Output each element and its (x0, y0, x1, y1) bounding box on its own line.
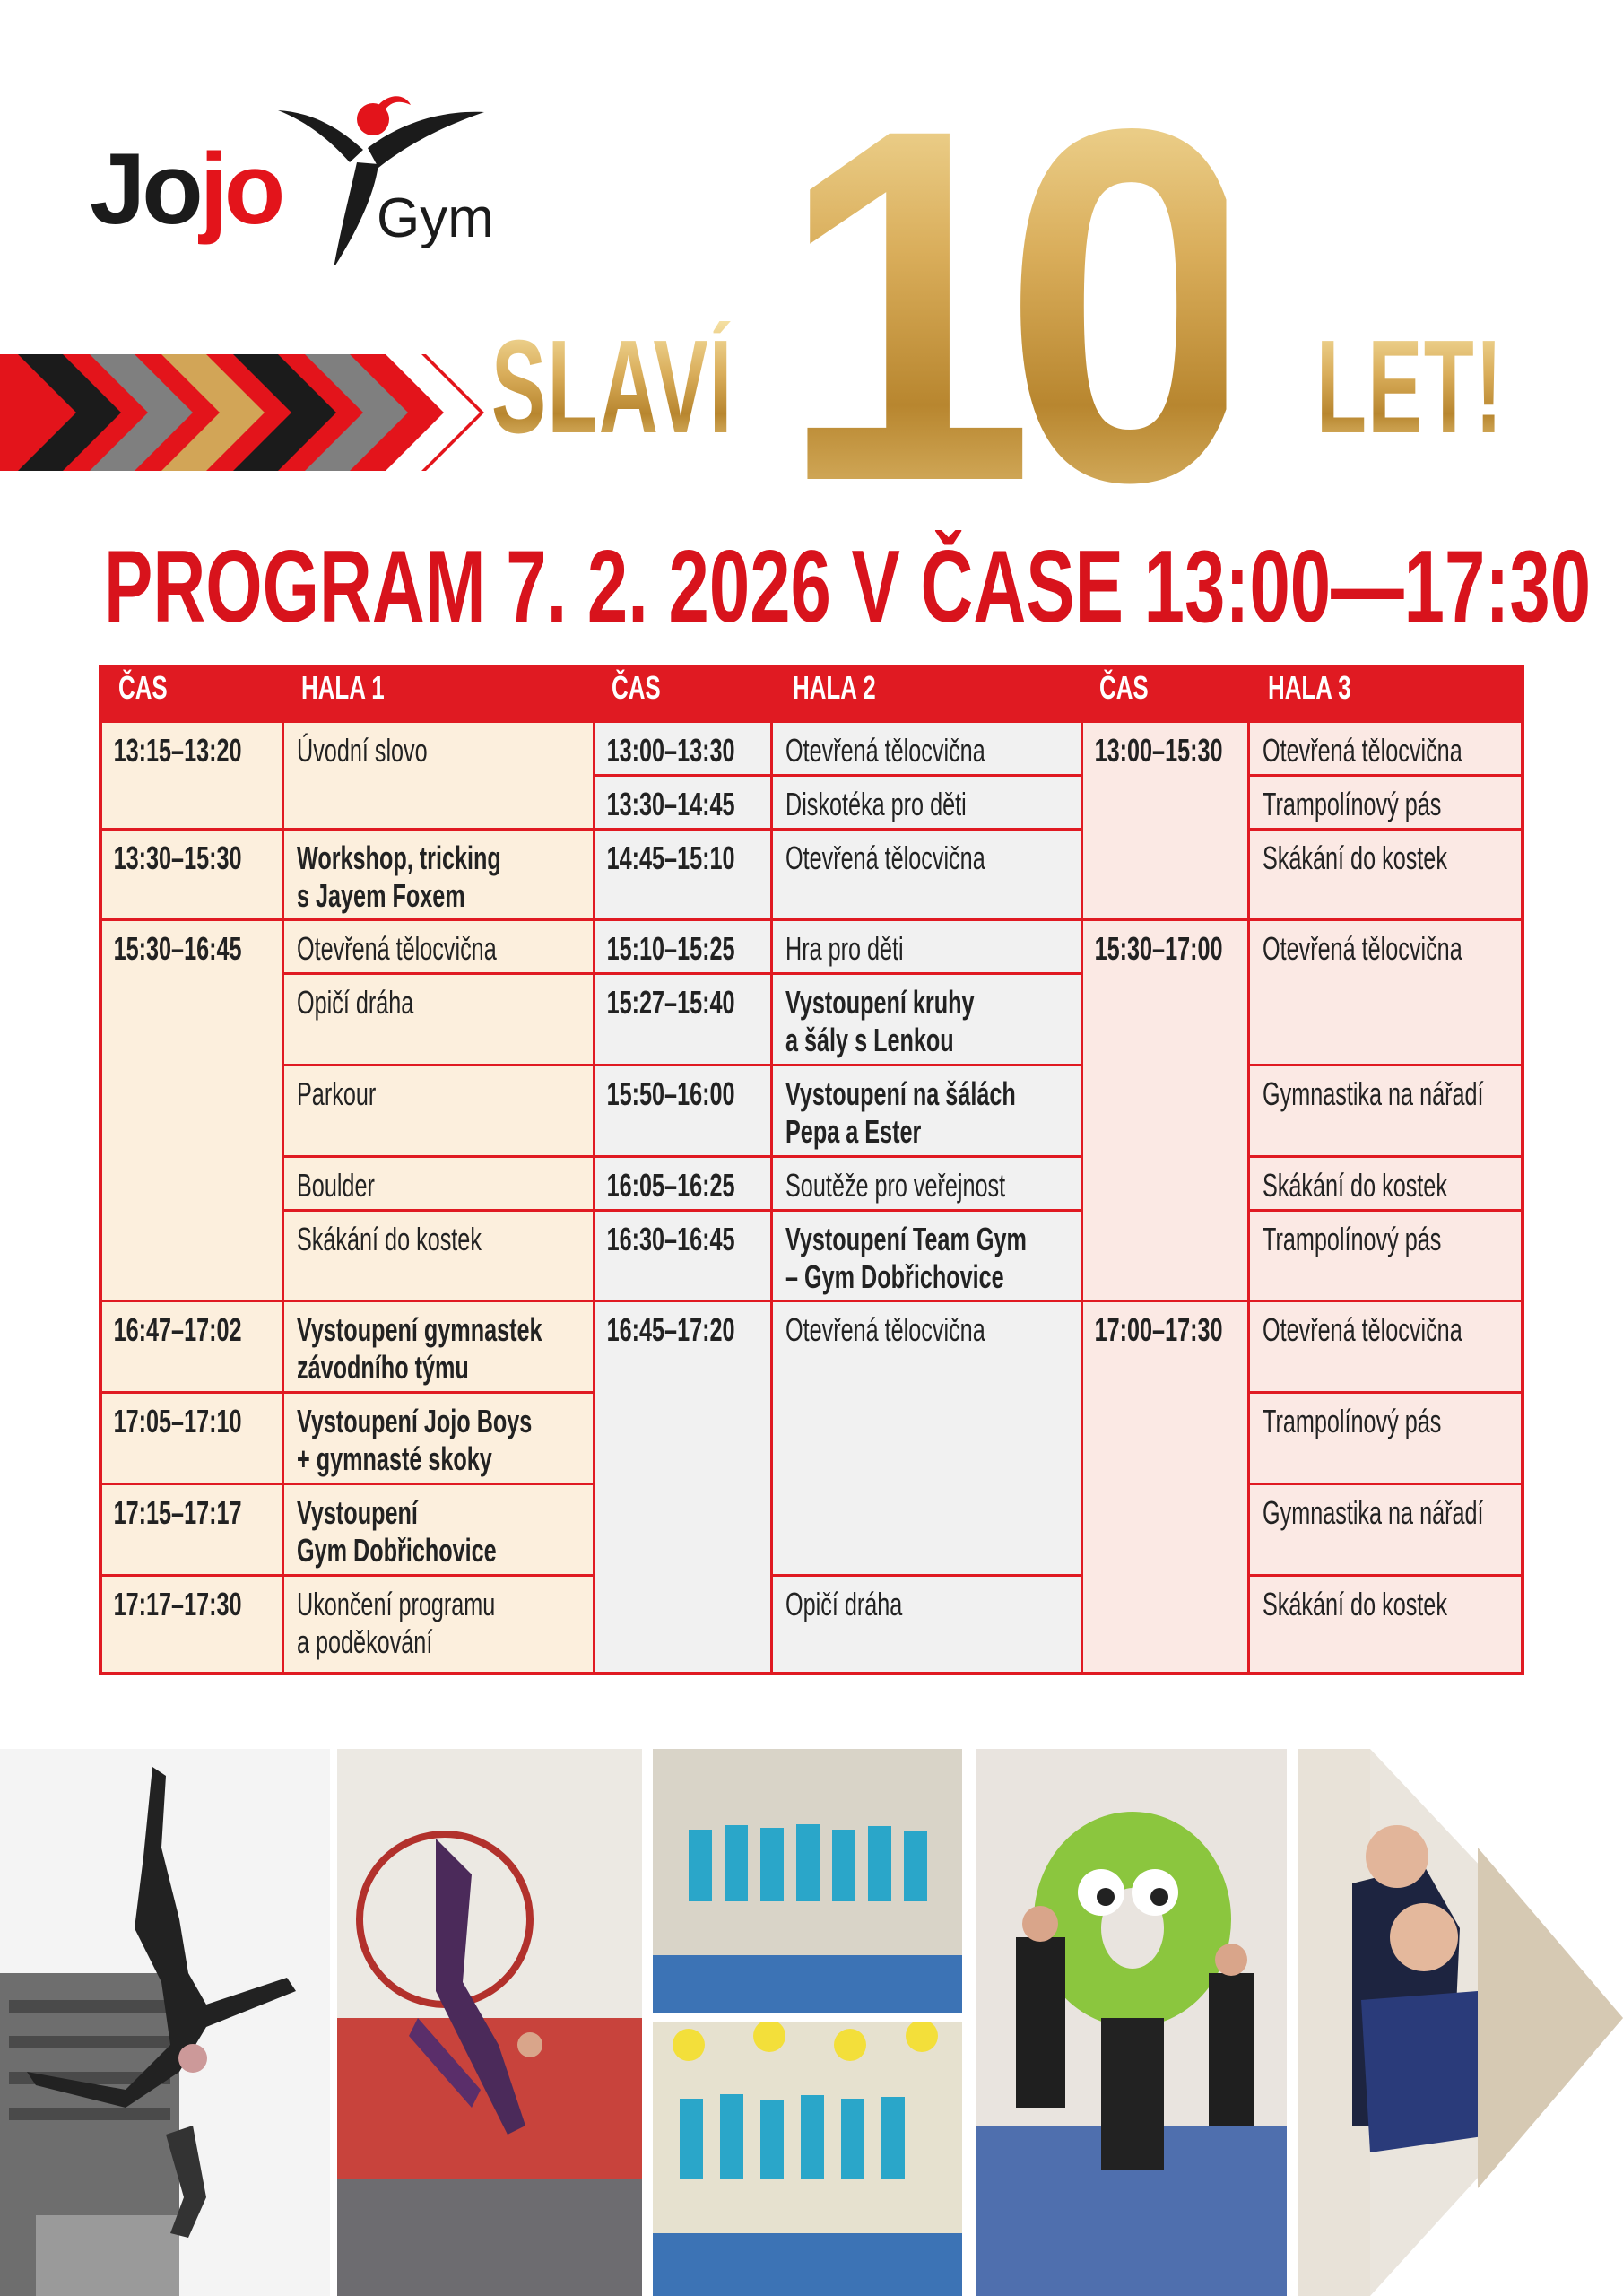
logo-wordmark: Jojo (90, 133, 282, 245)
time-slot: 15:27–15:40 (606, 984, 735, 1021)
activity-cell: Diskotéka pro děti (773, 777, 1083, 831)
activity-cell: Skákání do kostek (1250, 831, 1521, 921)
activity-cell: Otevřená tělocvična (773, 723, 1083, 777)
schedule-table (99, 665, 1524, 1675)
activity-cell: Opičí dráha (284, 975, 595, 1066)
activity-cell: Otevřená tělocvična (773, 1302, 1083, 1577)
activity-cell: Vystoupení Team Gym – Gym Dobřichovice (773, 1212, 1083, 1302)
activity-cell: Otevřená tělocvična (773, 831, 1083, 921)
time-slot: 17:05–17:10 (113, 1403, 242, 1439)
activity-cell: Trampolínový pás (1250, 1394, 1521, 1485)
activity-cell: Skákání do kostek (1250, 1158, 1521, 1212)
activity-cell: Otevřená tělocvična (1250, 921, 1521, 1066)
photo-parkour-athlete (0, 1749, 330, 2296)
time-slot: 16:05–16:25 (606, 1167, 735, 1204)
activity-cell: Parkour (284, 1066, 595, 1158)
activity-cell: Hra pro děti (773, 921, 1083, 975)
header-time-1: ČAS (118, 669, 168, 706)
activity-cell: Skákání do kostek (284, 1212, 595, 1302)
headline-ten: 10 (778, 24, 1227, 586)
table-row (102, 1302, 284, 1394)
time-slot: 15:50–16:00 (606, 1075, 735, 1112)
activity-cell: Gymnastika na nářadí (1250, 1066, 1521, 1158)
activity-cell: Vystoupení kruhy a šály s Lenkou (773, 975, 1083, 1066)
activity-cell: Trampolínový pás (1250, 1212, 1521, 1302)
time-slot: 13:00–13:30 (606, 732, 735, 769)
photo-mascot (976, 1749, 1287, 2296)
photo-aerial-hoop (337, 1749, 642, 2296)
activity-cell: Vystoupení Gym Dobřichovice (284, 1485, 595, 1577)
table-row (102, 921, 284, 1302)
time-slot: 15:30–16:45 (113, 930, 242, 967)
table-row (1083, 1302, 1250, 1672)
headline-slavi: SLAVÍ (491, 313, 733, 461)
table-row (595, 723, 773, 777)
table-row (595, 921, 773, 975)
photo-team-groups (653, 1749, 962, 2296)
activity-cell: Opičí dráha (773, 1577, 1083, 1672)
program-title: PROGRAM 7. 2. 2026 V ČASE 13:00—17:30 (104, 530, 1592, 644)
time-slot: 13:00–15:30 (1094, 732, 1223, 769)
table-row (1083, 723, 1250, 921)
table-row (595, 777, 773, 831)
activity-cell: Úvodní slovo (284, 723, 595, 831)
activity-cell: Otevřená tělocvična (284, 921, 595, 975)
time-slot: 16:30–16:45 (606, 1221, 735, 1257)
header-hall-3: HALA 3 (1268, 669, 1351, 706)
table-row (102, 723, 284, 831)
table-row (595, 975, 773, 1066)
activity-cell: Vystoupení gymnastek závodního týmu (284, 1302, 595, 1394)
table-row (102, 831, 284, 921)
logo-gym-text: Gym (377, 187, 494, 249)
activity-cell: Skákání do kostek (1250, 1577, 1521, 1672)
headline-let: LET! (1316, 313, 1504, 461)
header-hall-2: HALA 2 (793, 669, 876, 706)
activity-cell: Gymnastika na nářadí (1250, 1485, 1521, 1577)
time-slot: 15:30–17:00 (1094, 930, 1223, 967)
time-slot: 14:45–15:10 (606, 839, 735, 876)
table-row (595, 831, 773, 921)
time-slot: 13:30–14:45 (606, 786, 735, 822)
table-row (102, 1577, 284, 1672)
time-slot: 13:30–15:30 (113, 839, 242, 876)
activity-cell: Boulder (284, 1158, 595, 1212)
chevron-arrows-banner (0, 354, 484, 471)
time-slot: 13:15–13:20 (113, 732, 242, 769)
time-slot: 17:15–17:17 (113, 1494, 242, 1531)
header-time-2: ČAS (612, 669, 661, 706)
time-slot: 17:17–17:30 (113, 1586, 242, 1622)
activity-cell: Soutěže pro veřejnost (773, 1158, 1083, 1212)
table-row (595, 1212, 773, 1302)
activity-cell: Workshop, tricking s Jayem Foxem (284, 831, 595, 921)
header-hall-1: HALA 1 (301, 669, 385, 706)
activity-cell: Ukončení programu a poděkování (284, 1577, 595, 1672)
table-header (102, 669, 1521, 723)
table-row (595, 1066, 773, 1158)
table-row (102, 1394, 284, 1485)
activity-cell: Otevřená tělocvična (1250, 723, 1521, 777)
activity-cell: Otevřená tělocvična (1250, 1302, 1521, 1394)
photo-gymnasts-arrow (1298, 1749, 1623, 2296)
time-slot: 16:45–17:20 (606, 1311, 735, 1348)
activity-cell: Vystoupení na šálách Pepa a Ester (773, 1066, 1083, 1158)
activity-cell: Trampolínový pás (1250, 777, 1521, 831)
table-row (595, 1158, 773, 1212)
table-row (102, 1485, 284, 1577)
jojo-gym-logo (90, 85, 538, 291)
time-slot: 15:10–15:25 (606, 930, 735, 967)
time-slot: 17:00–17:30 (1094, 1311, 1223, 1348)
table-row (595, 1302, 773, 1672)
header-time-3: ČAS (1099, 669, 1149, 706)
activity-cell: Vystoupení Jojo Boys + gymnasté skoky (284, 1394, 595, 1485)
time-slot: 16:47–17:02 (113, 1311, 242, 1348)
table-row (1083, 921, 1250, 1302)
